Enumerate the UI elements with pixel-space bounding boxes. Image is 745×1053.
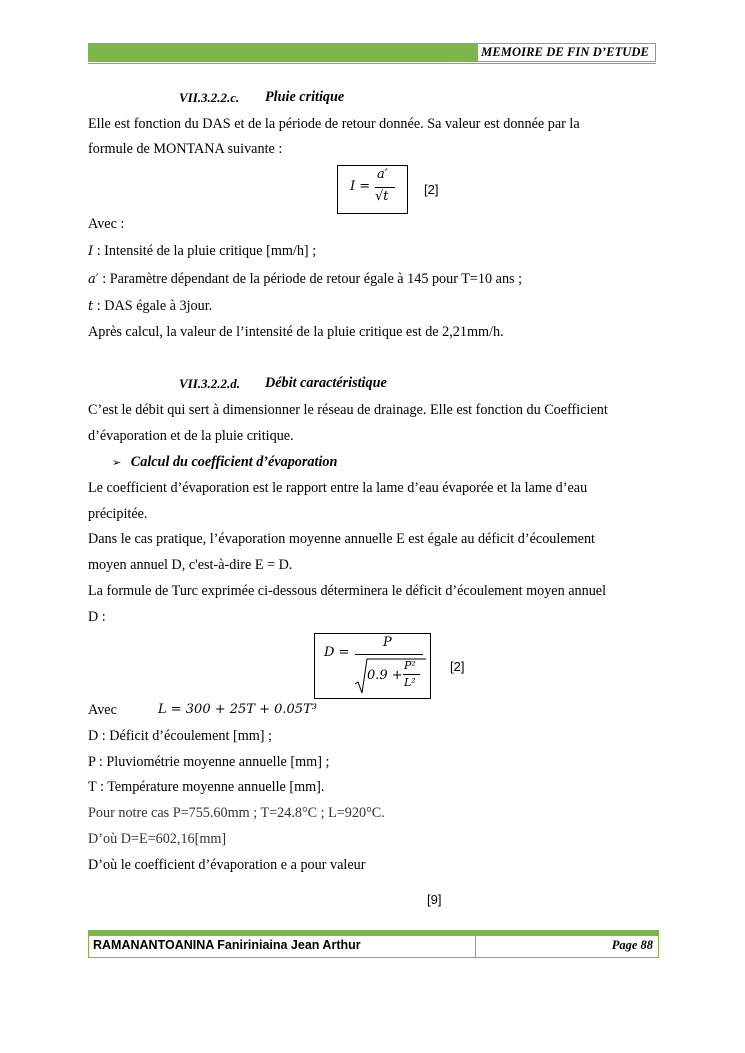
section-d-heading xyxy=(0,375,745,393)
formula-turc-reference: [2] xyxy=(450,659,465,674)
paragraph-line: Le coefficient d’évaporation est le rapport entre la lame d’eau évaporée et la lame d’eau xyxy=(88,480,588,496)
footer-divider xyxy=(475,935,476,958)
definition-I-symbol: I xyxy=(88,244,94,259)
definition-t-text: : DAS égale à 3jour. xyxy=(93,298,213,314)
paragraph-line: d’évaporation et de la pluie critique. xyxy=(88,428,294,444)
formula-turc-numerator: P xyxy=(383,635,392,650)
bullet-arrow-icon: ➢ xyxy=(112,456,122,469)
formula-montana-box xyxy=(337,165,408,214)
bullet-item xyxy=(112,453,337,472)
definition-D: D : Déficit d’écoulement [mm] ; xyxy=(88,728,272,744)
page-footer xyxy=(88,930,659,958)
result-coefficient: D’où le coefficient d’évaporation e a pour valeur xyxy=(88,857,366,873)
section-c-title: Pluie critique xyxy=(265,89,345,105)
section-c-number: VII.3.2.2.c. xyxy=(179,90,240,105)
paragraph-line: D : xyxy=(88,609,106,625)
definition-P: P : Pluviométrie moyenne annuelle [mm] ; xyxy=(88,754,330,770)
paragraph-line: moyen annuel D, c'est-à-dire E = D. xyxy=(88,557,293,573)
paragraph-line: La formule de Turc exprimée ci-dessous déterminera le déficit d’écoulement moyen annuel xyxy=(88,583,607,599)
header-title: MEMOIRE DE FIN D’ETUDE xyxy=(481,45,649,59)
result-deficit: D’où D=E=602,16[mm] xyxy=(88,831,227,847)
formula-turc-fraction-bar xyxy=(355,654,423,655)
formula-montana-denominator: √t xyxy=(375,189,389,204)
paragraph-line: C’est le débit qui sert à dimensionner le réseau de drainage. Elle est fonction du Coefficient xyxy=(88,402,608,418)
avec-L-label: Avec xyxy=(88,702,117,718)
paragraph-line: Dans le cas pratique, l’évaporation moyenne annuelle E est égale au déficit d’écoulement xyxy=(88,531,595,547)
definition-a xyxy=(88,270,522,289)
formula-turc-box xyxy=(314,633,431,699)
case-values: Pour notre cas P=755.60mm ; T=24.8°C ; L=920°C. xyxy=(88,805,385,821)
header-green-bar xyxy=(88,43,477,61)
formula-montana-numerator: a′ xyxy=(377,167,388,182)
definition-T: T : Température moyenne annuelle [mm]. xyxy=(88,779,325,795)
formula-turc-radicand-constant: 0.9 + xyxy=(367,668,403,683)
paragraph-line: précipitée. xyxy=(88,506,148,522)
header-underline xyxy=(88,61,656,64)
footer-author: RAMANANTOANINA Faniriniaina Jean Arthur xyxy=(93,938,361,952)
definition-t xyxy=(88,297,212,316)
bottom-reference: [9] xyxy=(427,892,442,907)
section-d-number: VII.3.2.2.d. xyxy=(179,376,241,391)
formula-turc-lhs: D = xyxy=(324,645,350,660)
section-d-title: Débit caractéristique xyxy=(265,375,387,391)
header-title-box xyxy=(477,43,656,61)
definition-a-text: : Paramètre dépendant de la période de retour égale à 145 pour T=10 ans ; xyxy=(98,271,523,287)
definition-I-text: : Intensité de la pluie critique [mm/h] ; xyxy=(93,243,317,259)
paragraph-line: formule de MONTANA suivante : xyxy=(88,141,283,157)
result-intensity: Après calcul, la valeur de l’intensité de la pluie critique est de 2,21mm/h. xyxy=(88,324,504,340)
formula-montana-lhs: I = xyxy=(350,179,371,194)
bullet-text: Calcul du coefficient d’évaporation xyxy=(130,454,338,470)
paragraph-line: Elle est fonction du DAS et de la période de retour donnée. Sa valeur est donnée par la xyxy=(88,116,580,132)
formula-montana-reference: [2] xyxy=(424,182,439,197)
avec-label: Avec : xyxy=(88,216,125,232)
definition-a-symbol: a′ xyxy=(88,272,99,287)
footer-page-number: Page 88 xyxy=(611,938,653,952)
section-c-heading xyxy=(0,89,745,107)
formula-montana-fraction-bar xyxy=(375,187,395,188)
definition-t-symbol: t xyxy=(88,299,94,314)
formula-turc-inner-fraction-bar xyxy=(403,674,420,675)
avec-L-line xyxy=(88,701,317,719)
definition-I xyxy=(88,242,316,261)
formula-turc-inner-denominator: L² xyxy=(404,676,416,689)
page-header xyxy=(88,43,656,63)
formula-turc-inner-numerator: P² xyxy=(404,659,416,672)
formula-L: L = 300 + 25T + 0.05T³ xyxy=(158,702,317,717)
